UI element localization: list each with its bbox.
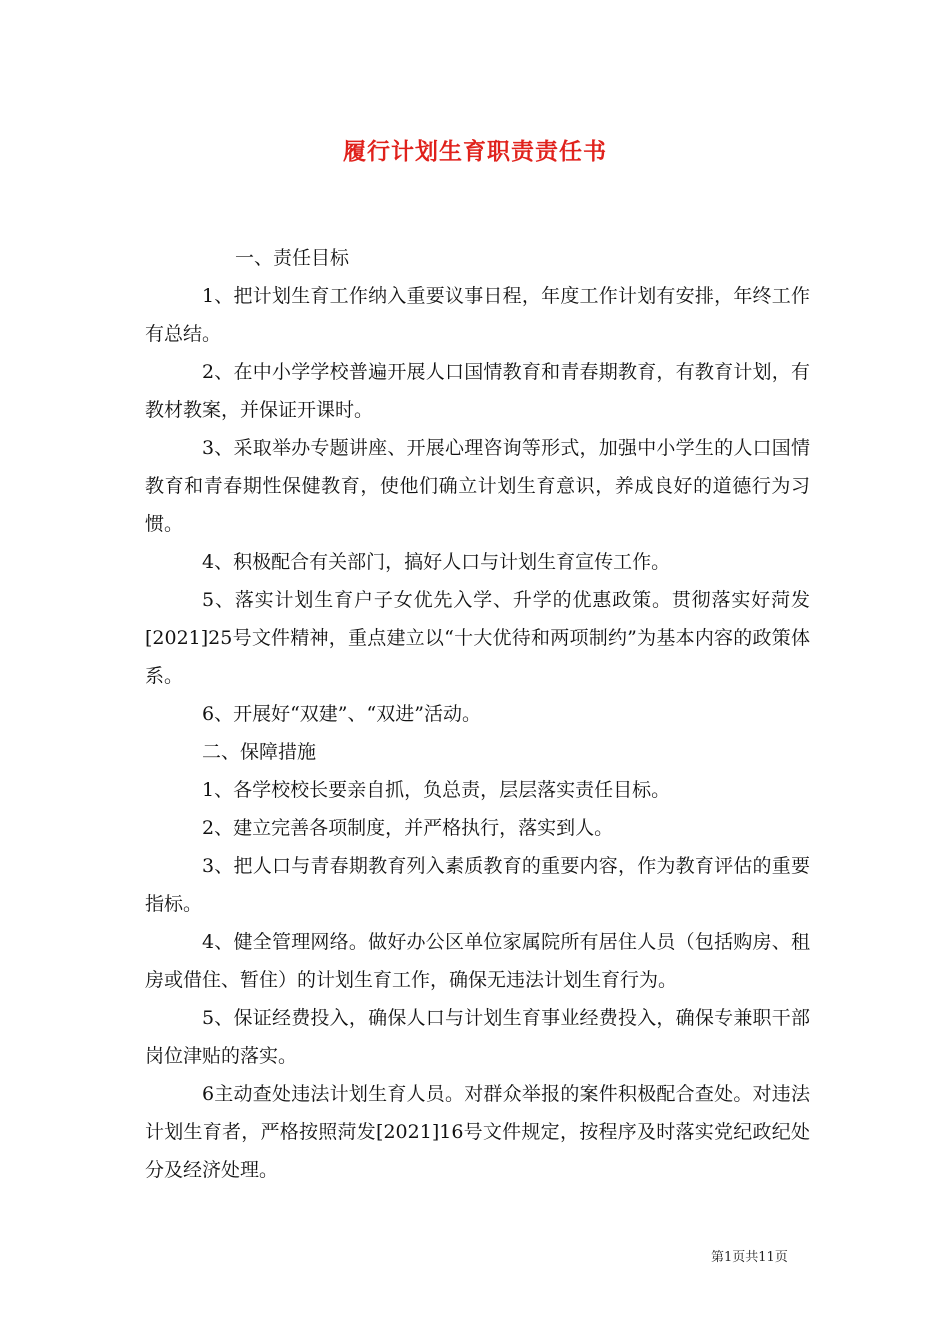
paragraph: 6主动查处违法计划生育人员。对群众举报的案件积极配合查处。对违法计划生育者，严格按照菏发[2021]16号文件规定，按程序及时落实党纪政纪处分及经济处理。 xyxy=(145,1083,810,1181)
paragraph: 1、各学校校长要亲自抓，负总责，层层落实责任目标。 xyxy=(202,779,671,801)
section-heading: 二、保障措施 xyxy=(202,741,317,763)
paragraph: 2、建立完善各项制度，并严格执行，落实到人。 xyxy=(202,817,614,839)
paragraph: 3、采取举办专题讲座、开展心理咨询等形式，加强中小学生的人口国情教育和青春期性保健教育，使他们确立计划生育意识，养成良好的道德行为习惯。 xyxy=(145,437,810,535)
document-body xyxy=(145,239,810,1189)
paragraph: 4、健全管理网络。做好办公区单位家属院所有居住人员（包括购房、租房或借住、暂住）的计划生育工作，确保无违法计划生育行为。 xyxy=(145,931,810,991)
paragraph: 5、落实计划生育户子女优先入学、升学的优惠政策。贯彻落实好菏发[2021]25号文件精神，重点建立以“十大优待和两项制约”为基本内容的政策体系。 xyxy=(145,589,810,687)
paragraph: 3、把人口与青春期教育列入素质教育的重要内容，作为教育评估的重要指标。 xyxy=(145,855,810,915)
section-heading: 一、责任目标 xyxy=(235,247,350,269)
paragraph: 5、保证经费投入，确保人口与计划生育事业经费投入，确保专兼职干部岗位津贴的落实。 xyxy=(145,1007,810,1067)
page-number: 第1页共11页 xyxy=(711,1250,788,1265)
document-title: 履行计划生育职责责任书 xyxy=(343,138,607,165)
paragraph: 4、积极配合有关部门，搞好人口与计划生育宣传工作。 xyxy=(202,551,671,573)
paragraph: 2、在中小学学校普遍开展人口国情教育和青春期教育，有教育计划，有教材教案，并保证开课时。 xyxy=(145,361,810,421)
paragraph: 1、把计划生育工作纳入重要议事日程，年度工作计划有安排，年终工作有总结。 xyxy=(145,285,810,345)
paragraph: 6、开展好“双建”、“双进”活动。 xyxy=(202,703,481,725)
